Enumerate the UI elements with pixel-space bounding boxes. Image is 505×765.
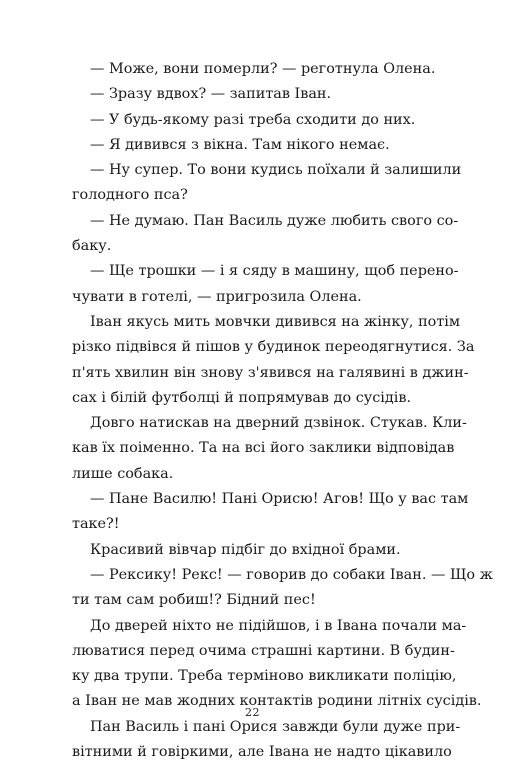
text-line: Пан Василь і пані Орися завжди були дуже при-	[90, 718, 461, 735]
text-line: Іван якусь мить мовчки дивився на жінку, потім	[90, 313, 461, 330]
text-line: ти там сам робиш!? Бідний пес!	[72, 592, 316, 609]
text-line: чувати в готелі, — пригрозила Олена.	[72, 288, 362, 305]
text-line: Довго натискав на дверний дзвінок. Стукав. Кли-	[90, 415, 467, 432]
text-line: лише собака.	[72, 465, 174, 482]
text-line: баку.	[72, 238, 112, 255]
text-line: а Іван не мав жодних контактів родини літніх сусідів.	[72, 693, 482, 710]
text-line: — Рексику! Рекс! — говорив до собаки Іван. — Що ж	[90, 566, 493, 583]
text-line: — Ще трошки — і я сяду в машину, щоб перено-	[90, 263, 459, 280]
book-page-text	[72, 57, 493, 765]
text-line: люватися перед очима страшні картини. В будин-	[72, 642, 455, 659]
text-line: — Ну супер. То вони кудись поїхали й залишили	[90, 162, 462, 179]
text-line: — Зразу вдвох? — запитав Іван.	[90, 86, 332, 103]
text-line: — У будь-якому разі треба сходити до них.	[90, 111, 416, 128]
text-line: п'ять хвилин він знову з'явився на галявині в джин-	[72, 364, 469, 381]
text-line: голодного пса?	[72, 187, 188, 204]
text-line: сах і білій футболці й попрямував до сусідів.	[72, 389, 412, 406]
text-line: — Не думаю. Пан Василь дуже любить свого со-	[90, 212, 459, 229]
text-line: Красивий вівчар підбіг до вхідної брами.	[90, 541, 401, 558]
text-line: вітними й говіркими, але Івана не надто цікавило	[72, 744, 452, 761]
text-line: — Пане Василю! Пані Орисю! Агов! Що у вас там	[90, 491, 469, 508]
text-line: кав їх поіменно. Та на всі його заклики відповідав	[72, 440, 455, 457]
text-line: — Я дивився з вікна. Там нікого немає.	[90, 136, 390, 153]
text-line: ку два трупи. Треба терміново викликати поліцію,	[72, 668, 457, 685]
page-number: 22	[245, 706, 260, 719]
text-line: таке?!	[72, 516, 120, 533]
text-line: різко підвівся й пішов у будинок переодягнутися. За	[72, 339, 475, 356]
text-line: До дверей ніхто не підійшов, і в Івана почали ма-	[90, 617, 467, 634]
text-line: — Може, вони померли? — реготнула Олена.	[90, 61, 436, 77]
